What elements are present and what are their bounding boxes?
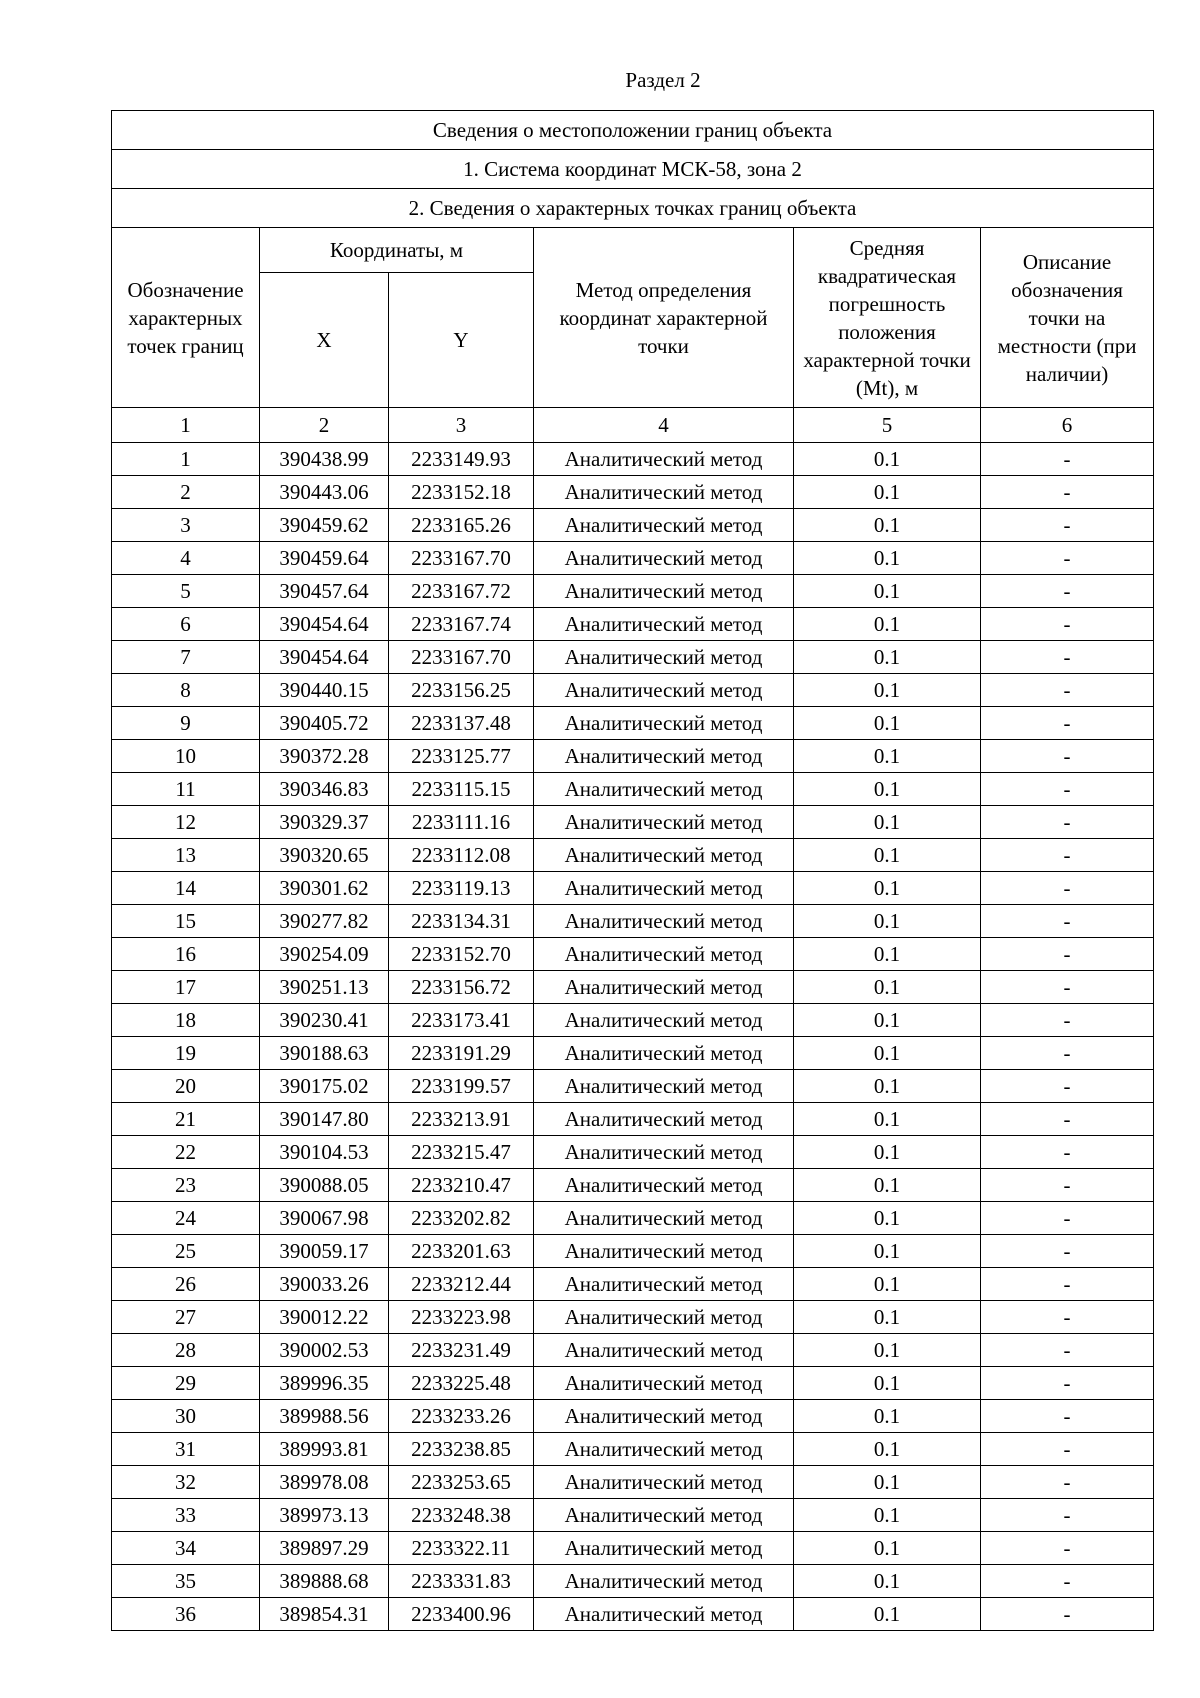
error-cell: 0.1 [794, 1400, 981, 1433]
point-number-cell: 17 [112, 971, 260, 1004]
description-cell: - [981, 1334, 1154, 1367]
y-coordinate-cell: 2233231.49 [389, 1334, 534, 1367]
y-coordinate-cell: 2233253.65 [389, 1466, 534, 1499]
description-cell: - [981, 1268, 1154, 1301]
method-cell: Аналитический метод [534, 1202, 794, 1235]
table-row [112, 1301, 1154, 1334]
error-cell: 0.1 [794, 1466, 981, 1499]
table-row [112, 1070, 1154, 1103]
point-number-cell: 20 [112, 1070, 260, 1103]
x-coordinate-cell: 389978.08 [260, 1466, 389, 1499]
description-cell: - [981, 839, 1154, 872]
point-number-cell: 22 [112, 1136, 260, 1169]
method-cell: Аналитический метод [534, 1169, 794, 1202]
description-cell: - [981, 575, 1154, 608]
description-cell: - [981, 707, 1154, 740]
error-cell: 0.1 [794, 476, 981, 509]
x-coordinate-cell: 390346.83 [260, 773, 389, 806]
description-cell: - [981, 1169, 1154, 1202]
x-coordinate-cell: 390104.53 [260, 1136, 389, 1169]
description-cell: - [981, 905, 1154, 938]
table-row [112, 839, 1154, 872]
point-number-cell: 34 [112, 1532, 260, 1565]
description-cell: - [981, 443, 1154, 476]
table-row [112, 509, 1154, 542]
table-title: Сведения о местоположении границ объекта [112, 111, 1154, 150]
y-coordinate-cell: 2233225.48 [389, 1367, 534, 1400]
description-cell: - [981, 740, 1154, 773]
point-number-cell: 23 [112, 1169, 260, 1202]
column-number: 4 [534, 408, 794, 443]
x-coordinate-cell: 389993.81 [260, 1433, 389, 1466]
point-number-cell: 13 [112, 839, 260, 872]
method-cell: Аналитический метод [534, 971, 794, 1004]
point-number-cell: 6 [112, 608, 260, 641]
table-row [112, 641, 1154, 674]
column-number: 2 [260, 408, 389, 443]
method-cell: Аналитический метод [534, 872, 794, 905]
point-number-cell: 9 [112, 707, 260, 740]
header-error: Средняя квадратическая погрешность положения характерной точки (Mt), м [794, 228, 981, 408]
x-coordinate-cell: 390457.64 [260, 575, 389, 608]
description-cell: - [981, 1103, 1154, 1136]
description-cell: - [981, 1499, 1154, 1532]
error-cell: 0.1 [794, 1136, 981, 1169]
y-coordinate-cell: 2233173.41 [389, 1004, 534, 1037]
description-cell: - [981, 1400, 1154, 1433]
header-description: Описание обозначения точки на местности (при наличии) [981, 228, 1154, 408]
method-cell: Аналитический метод [534, 740, 794, 773]
error-cell: 0.1 [794, 872, 981, 905]
x-coordinate-cell: 390443.06 [260, 476, 389, 509]
column-number: 1 [112, 408, 260, 443]
table-row [112, 575, 1154, 608]
table-row [112, 1532, 1154, 1565]
method-cell: Аналитический метод [534, 773, 794, 806]
description-cell: - [981, 1136, 1154, 1169]
point-number-cell: 28 [112, 1334, 260, 1367]
point-number-cell: 31 [112, 1433, 260, 1466]
method-cell: Аналитический метод [534, 1466, 794, 1499]
description-cell: - [981, 542, 1154, 575]
error-cell: 0.1 [794, 1004, 981, 1037]
y-coordinate-cell: 2233167.70 [389, 641, 534, 674]
x-coordinate-cell: 390454.64 [260, 608, 389, 641]
error-cell: 0.1 [794, 773, 981, 806]
coordinate-system: 1. Система координат МСК-58, зона 2 [112, 150, 1154, 189]
method-cell: Аналитический метод [534, 1499, 794, 1532]
description-cell: - [981, 1466, 1154, 1499]
table-row [112, 1466, 1154, 1499]
point-number-cell: 2 [112, 476, 260, 509]
table-row [112, 1565, 1154, 1598]
point-number-cell: 25 [112, 1235, 260, 1268]
method-cell: Аналитический метод [534, 1136, 794, 1169]
point-number-cell: 36 [112, 1598, 260, 1631]
y-coordinate-cell: 2233248.38 [389, 1499, 534, 1532]
error-cell: 0.1 [794, 1334, 981, 1367]
error-cell: 0.1 [794, 938, 981, 971]
x-coordinate-cell: 390438.99 [260, 443, 389, 476]
table-row [112, 1400, 1154, 1433]
x-coordinate-cell: 390372.28 [260, 740, 389, 773]
description-cell: - [981, 674, 1154, 707]
point-number-cell: 21 [112, 1103, 260, 1136]
error-cell: 0.1 [794, 1037, 981, 1070]
y-coordinate-cell: 2233400.96 [389, 1598, 534, 1631]
description-cell: - [981, 1202, 1154, 1235]
point-number-cell: 35 [112, 1565, 260, 1598]
error-cell: 0.1 [794, 1235, 981, 1268]
point-number-cell: 14 [112, 872, 260, 905]
point-number-cell: 15 [112, 905, 260, 938]
x-coordinate-cell: 390002.53 [260, 1334, 389, 1367]
x-coordinate-cell: 389854.31 [260, 1598, 389, 1631]
error-cell: 0.1 [794, 740, 981, 773]
header-x: X [260, 273, 389, 408]
x-coordinate-cell: 390188.63 [260, 1037, 389, 1070]
description-cell: - [981, 1565, 1154, 1598]
y-coordinate-cell: 2233125.77 [389, 740, 534, 773]
point-number-cell: 29 [112, 1367, 260, 1400]
y-coordinate-cell: 2233322.11 [389, 1532, 534, 1565]
method-cell: Аналитический метод [534, 1400, 794, 1433]
column-number: 6 [981, 408, 1154, 443]
table-row [112, 872, 1154, 905]
point-number-cell: 16 [112, 938, 260, 971]
header-y: Y [389, 273, 534, 408]
point-number-cell: 3 [112, 509, 260, 542]
point-number-cell: 4 [112, 542, 260, 575]
y-coordinate-cell: 2233223.98 [389, 1301, 534, 1334]
description-cell: - [981, 608, 1154, 641]
error-cell: 0.1 [794, 1565, 981, 1598]
point-number-cell: 1 [112, 443, 260, 476]
x-coordinate-cell: 390012.22 [260, 1301, 389, 1334]
error-cell: 0.1 [794, 509, 981, 542]
method-cell: Аналитический метод [534, 1433, 794, 1466]
method-cell: Аналитический метод [534, 1367, 794, 1400]
method-cell: Аналитический метод [534, 806, 794, 839]
table-row [112, 476, 1154, 509]
x-coordinate-cell: 389973.13 [260, 1499, 389, 1532]
error-cell: 0.1 [794, 707, 981, 740]
method-cell: Аналитический метод [534, 1268, 794, 1301]
point-number-cell: 7 [112, 641, 260, 674]
x-coordinate-cell: 390067.98 [260, 1202, 389, 1235]
table-row [112, 1037, 1154, 1070]
point-number-cell: 12 [112, 806, 260, 839]
y-coordinate-cell: 2233119.13 [389, 872, 534, 905]
table-row [112, 1334, 1154, 1367]
table-row [112, 1598, 1154, 1631]
description-cell: - [981, 1235, 1154, 1268]
method-cell: Аналитический метод [534, 1565, 794, 1598]
y-coordinate-cell: 2233167.70 [389, 542, 534, 575]
table-row [112, 707, 1154, 740]
y-coordinate-cell: 2233152.18 [389, 476, 534, 509]
point-number-cell: 33 [112, 1499, 260, 1532]
description-cell: - [981, 1598, 1154, 1631]
description-cell: - [981, 806, 1154, 839]
y-coordinate-cell: 2233199.57 [389, 1070, 534, 1103]
x-coordinate-cell: 389996.35 [260, 1367, 389, 1400]
description-cell: - [981, 1037, 1154, 1070]
method-cell: Аналитический метод [534, 938, 794, 971]
x-coordinate-cell: 390459.64 [260, 542, 389, 575]
point-number-cell: 11 [112, 773, 260, 806]
y-coordinate-cell: 2233191.29 [389, 1037, 534, 1070]
point-number-cell: 27 [112, 1301, 260, 1334]
error-cell: 0.1 [794, 641, 981, 674]
y-coordinate-cell: 2233233.26 [389, 1400, 534, 1433]
header-method: Метод определения координат характерной точки [534, 228, 794, 408]
header-coordinates: Координаты, м [260, 228, 534, 273]
point-number-cell: 30 [112, 1400, 260, 1433]
point-number-cell: 18 [112, 1004, 260, 1037]
x-coordinate-cell: 390301.62 [260, 872, 389, 905]
table-row [112, 1136, 1154, 1169]
table-row [112, 740, 1154, 773]
y-coordinate-cell: 2233134.31 [389, 905, 534, 938]
method-cell: Аналитический метод [534, 641, 794, 674]
table-row [112, 1235, 1154, 1268]
x-coordinate-cell: 390329.37 [260, 806, 389, 839]
point-number-cell: 24 [112, 1202, 260, 1235]
table-row [112, 1004, 1154, 1037]
x-coordinate-cell: 390230.41 [260, 1004, 389, 1037]
method-cell: Аналитический метод [534, 905, 794, 938]
x-coordinate-cell: 389897.29 [260, 1532, 389, 1565]
description-cell: - [981, 773, 1154, 806]
error-cell: 0.1 [794, 1070, 981, 1103]
description-cell: - [981, 1301, 1154, 1334]
table-row [112, 806, 1154, 839]
y-coordinate-cell: 2233149.93 [389, 443, 534, 476]
x-coordinate-cell: 390454.64 [260, 641, 389, 674]
y-coordinate-cell: 2233202.82 [389, 1202, 534, 1235]
description-cell: - [981, 1367, 1154, 1400]
table-row [112, 773, 1154, 806]
method-cell: Аналитический метод [534, 542, 794, 575]
y-coordinate-cell: 2233152.70 [389, 938, 534, 971]
column-number: 5 [794, 408, 981, 443]
table-row [112, 1169, 1154, 1202]
x-coordinate-cell: 390405.72 [260, 707, 389, 740]
description-cell: - [981, 1433, 1154, 1466]
method-cell: Аналитический метод [534, 1103, 794, 1136]
x-coordinate-cell: 390251.13 [260, 971, 389, 1004]
method-cell: Аналитический метод [534, 509, 794, 542]
point-number-cell: 26 [112, 1268, 260, 1301]
method-cell: Аналитический метод [534, 476, 794, 509]
method-cell: Аналитический метод [534, 1037, 794, 1070]
y-coordinate-cell: 2233167.72 [389, 575, 534, 608]
table-row [112, 938, 1154, 971]
y-coordinate-cell: 2233167.74 [389, 608, 534, 641]
method-cell: Аналитический метод [534, 839, 794, 872]
x-coordinate-cell: 390277.82 [260, 905, 389, 938]
x-coordinate-cell: 390147.80 [260, 1103, 389, 1136]
section-title: Раздел 2 [625, 68, 701, 92]
method-cell: Аналитический метод [534, 707, 794, 740]
method-cell: Аналитический метод [534, 575, 794, 608]
table-row [112, 1433, 1154, 1466]
error-cell: 0.1 [794, 575, 981, 608]
table-row [112, 608, 1154, 641]
point-number-cell: 8 [112, 674, 260, 707]
description-cell: - [981, 1532, 1154, 1565]
method-cell: Аналитический метод [534, 1532, 794, 1565]
column-number-row [112, 408, 1154, 443]
y-coordinate-cell: 2233213.91 [389, 1103, 534, 1136]
error-cell: 0.1 [794, 1301, 981, 1334]
y-coordinate-cell: 2233111.16 [389, 806, 534, 839]
table-row [112, 905, 1154, 938]
boundary-points-table [111, 110, 1154, 1631]
table-row [112, 674, 1154, 707]
description-cell: - [981, 641, 1154, 674]
description-cell: - [981, 872, 1154, 905]
error-cell: 0.1 [794, 905, 981, 938]
description-cell: - [981, 971, 1154, 1004]
table-row [112, 443, 1154, 476]
error-cell: 0.1 [794, 1103, 981, 1136]
table-row [112, 1103, 1154, 1136]
error-cell: 0.1 [794, 971, 981, 1004]
error-cell: 0.1 [794, 443, 981, 476]
y-coordinate-cell: 2233137.48 [389, 707, 534, 740]
x-coordinate-cell: 390175.02 [260, 1070, 389, 1103]
description-cell: - [981, 509, 1154, 542]
error-cell: 0.1 [794, 1532, 981, 1565]
table-row [112, 542, 1154, 575]
method-cell: Аналитический метод [534, 1334, 794, 1367]
x-coordinate-cell: 389888.68 [260, 1565, 389, 1598]
error-cell: 0.1 [794, 1499, 981, 1532]
error-cell: 0.1 [794, 1367, 981, 1400]
table-row [112, 971, 1154, 1004]
error-cell: 0.1 [794, 1433, 981, 1466]
table-row [112, 1268, 1154, 1301]
description-cell: - [981, 938, 1154, 971]
y-coordinate-cell: 2233156.72 [389, 971, 534, 1004]
point-number-cell: 5 [112, 575, 260, 608]
x-coordinate-cell: 390059.17 [260, 1235, 389, 1268]
header-designation: Обозначение характерных точек границ [112, 228, 260, 408]
method-cell: Аналитический метод [534, 1301, 794, 1334]
method-cell: Аналитический метод [534, 1004, 794, 1037]
x-coordinate-cell: 389988.56 [260, 1400, 389, 1433]
method-cell: Аналитический метод [534, 674, 794, 707]
method-cell: Аналитический метод [534, 443, 794, 476]
point-number-cell: 10 [112, 740, 260, 773]
y-coordinate-cell: 2233201.63 [389, 1235, 534, 1268]
error-cell: 0.1 [794, 839, 981, 872]
y-coordinate-cell: 2233115.15 [389, 773, 534, 806]
error-cell: 0.1 [794, 1202, 981, 1235]
method-cell: Аналитический метод [534, 1235, 794, 1268]
description-cell: - [981, 476, 1154, 509]
error-cell: 0.1 [794, 806, 981, 839]
points-title: 2. Сведения о характерных точках границ объекта [112, 189, 1154, 228]
x-coordinate-cell: 390459.62 [260, 509, 389, 542]
y-coordinate-cell: 2233331.83 [389, 1565, 534, 1598]
column-number: 3 [389, 408, 534, 443]
method-cell: Аналитический метод [534, 608, 794, 641]
method-cell: Аналитический метод [534, 1598, 794, 1631]
error-cell: 0.1 [794, 1268, 981, 1301]
x-coordinate-cell: 390440.15 [260, 674, 389, 707]
table-row [112, 1367, 1154, 1400]
table-row [112, 1202, 1154, 1235]
x-coordinate-cell: 390254.09 [260, 938, 389, 971]
x-coordinate-cell: 390088.05 [260, 1169, 389, 1202]
error-cell: 0.1 [794, 674, 981, 707]
error-cell: 0.1 [794, 1598, 981, 1631]
x-coordinate-cell: 390320.65 [260, 839, 389, 872]
method-cell: Аналитический метод [534, 1070, 794, 1103]
y-coordinate-cell: 2233165.26 [389, 509, 534, 542]
point-number-cell: 32 [112, 1466, 260, 1499]
point-number-cell: 19 [112, 1037, 260, 1070]
table-row [112, 1499, 1154, 1532]
y-coordinate-cell: 2233210.47 [389, 1169, 534, 1202]
y-coordinate-cell: 2233156.25 [389, 674, 534, 707]
y-coordinate-cell: 2233215.47 [389, 1136, 534, 1169]
y-coordinate-cell: 2233212.44 [389, 1268, 534, 1301]
y-coordinate-cell: 2233238.85 [389, 1433, 534, 1466]
error-cell: 0.1 [794, 1169, 981, 1202]
description-cell: - [981, 1004, 1154, 1037]
x-coordinate-cell: 390033.26 [260, 1268, 389, 1301]
error-cell: 0.1 [794, 608, 981, 641]
y-coordinate-cell: 2233112.08 [389, 839, 534, 872]
error-cell: 0.1 [794, 542, 981, 575]
description-cell: - [981, 1070, 1154, 1103]
